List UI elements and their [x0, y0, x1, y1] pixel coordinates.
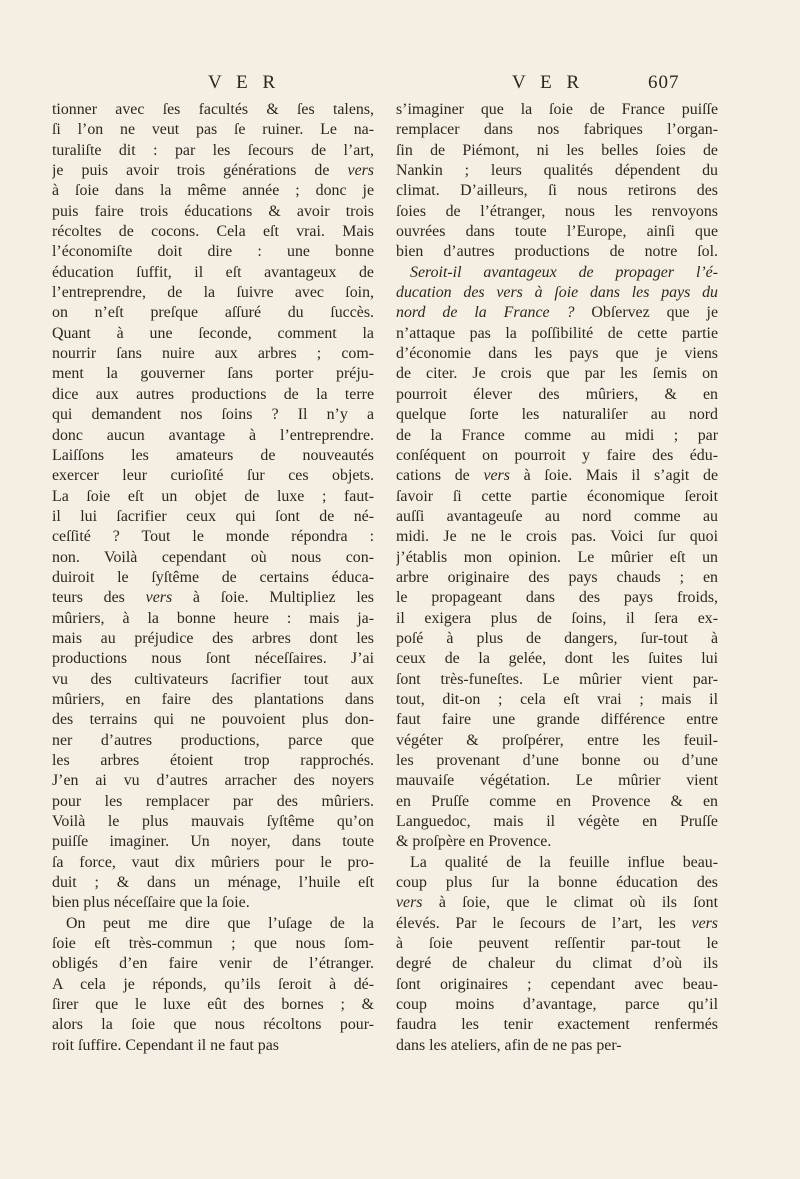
- text-line: quelque ſorte les naturaliſer au nord: [396, 406, 718, 424]
- text-line: arbre originaire des pays chauds ; en: [396, 568, 718, 586]
- text-column-right: [396, 100, 718, 1056]
- text-line: en Pruſſe comme en Provence & en: [396, 792, 718, 810]
- text-line: alors la ſoie que nous récoltons pour-: [52, 1016, 374, 1034]
- text-line: de la France comme au midi ; par: [396, 426, 718, 444]
- text-line: Voilà le plus mauvais ſyſtême qu’on: [52, 813, 374, 831]
- text-line: vers à ſoie, que le climat où ils ſont: [396, 894, 718, 912]
- text-line: ſirer que le luxe eût des bornes ; &: [52, 996, 374, 1014]
- text-line: ment la gouverner ſans porter préju-: [52, 365, 374, 383]
- text-line: mûriers, à la bonne heure : mais ja-: [52, 609, 374, 627]
- text-line: bien plus néceſſaire que la ſoie.: [52, 894, 250, 912]
- text-line: dice aux autres productions de la terre: [52, 385, 374, 403]
- text-line: végéter & proſpérer, entre les feuil-: [396, 731, 718, 749]
- text-line: nourrir ſans nuire aux arbres ; com-: [52, 345, 374, 363]
- text-line: ner d’autres productions, parce que: [52, 731, 374, 749]
- text-line: tout, dit-on ; cela eſt vrai ; mais il: [396, 690, 718, 708]
- text-line: dans les ateliers, afin de ne pas per-: [396, 1036, 622, 1054]
- text-line: pour les remplacer par des mûriers.: [52, 792, 374, 810]
- text-line: faudra les tenir exactement renfermés: [396, 1016, 718, 1034]
- text-line: productions nous ſont néceſſaires. J’ai: [52, 650, 374, 668]
- text-line: ſont originaires ; cependant avec beau-: [396, 975, 718, 993]
- text-line: ſont très-funeſtes. Le mûrier vient par-: [396, 670, 718, 688]
- text-line: J’en ai vu d’autres arracher des noyers: [52, 772, 374, 790]
- text-line: & proſpère en Provence.: [396, 833, 552, 851]
- text-column-left: [52, 100, 374, 1056]
- text-line: Nankin ; leurs qualités dépendent du: [396, 162, 718, 180]
- text-line: Quant à une ſeconde, comment la: [52, 324, 374, 342]
- text-line: faut faire une grande différence entre: [396, 711, 718, 729]
- text-line: les arbres étoient trop rapprochés.: [52, 752, 374, 769]
- text-line: Languedoc, mais il végète en Pruſſe: [396, 813, 718, 831]
- text-line: ouvrées dans toute l’Europe, ainſi que: [396, 223, 718, 241]
- text-line: d’économie dans les pays que je viens: [396, 345, 718, 363]
- text-line: élevés. Par le ſecours de l’art, les vers: [396, 914, 718, 932]
- text-line: puiſſe imaginer. Un noyer, dans toute: [52, 833, 374, 851]
- text-line: ceux de la gelée, dont les ſuites lui: [396, 650, 718, 668]
- text-line: conſéquent on pourroit y faire des édu-: [396, 446, 718, 464]
- text-line: coup moins d’avantage, parce qu’il: [396, 996, 718, 1014]
- text-line: remplacer dans nos fabriques l’organ-: [396, 121, 718, 139]
- text-line: ſin de Piémont, ni les belles ſoies de: [396, 141, 718, 159]
- text-line: On peut me dire que l’uſage de la: [66, 914, 374, 932]
- text-line: s’imaginer que la ſoie de France puiſſe: [396, 101, 718, 118]
- text-line: on n’eſt preſque aſſuré du ſuccès.: [52, 304, 374, 322]
- text-line: mûriers, en faire des plantations dans: [52, 690, 374, 708]
- text-line: n’attaque pas la poſſibilité de cette partie: [396, 324, 718, 342]
- text-line: midi. Je ne le crois pas. Voici ſur quoi: [396, 528, 718, 546]
- running-head-left: V E R: [208, 72, 281, 93]
- text-line: puis faire trois éducations & avoir trois: [52, 202, 374, 220]
- text-line: ceſſité ? Tout le monde répondra :: [52, 528, 374, 546]
- text-line: non. Voilà cependant où nous con-: [52, 548, 374, 566]
- text-line: bien d’autres productions de notre ſol.: [396, 243, 718, 261]
- text-line: mais au préjudice des arbres dont les: [52, 629, 374, 647]
- text-line: ſi l’on ne veut pas ſe ruiner. Le na-: [52, 121, 374, 139]
- text-line: duit ; & dans un ménage, l’huile eſt: [52, 874, 374, 892]
- text-line: j’établis mon opinion. Le mûrier eſt un: [396, 548, 718, 566]
- text-line: je puis avoir trois générations de vers: [52, 162, 374, 180]
- text-line: turaliſte dit : par les ſecours de l’art,: [52, 141, 374, 159]
- text-line: exercer leur curioſité ſur ces objets.: [52, 467, 374, 485]
- text-line: les provenant d’une bonne ou d’une: [396, 752, 718, 769]
- text-line: de citer. Je crois que par les ſemis on: [396, 365, 718, 383]
- text-line: il lui ſacrifier ceux qui ſont de né-: [52, 507, 374, 525]
- text-line: coup plus ſur la bonne éducation des: [396, 874, 718, 892]
- text-line: à ſoie peuvent reſſentir par-tout le: [396, 935, 718, 953]
- text-line: il exigera plus de ſoins, il ſera ex-: [396, 609, 718, 627]
- text-line: le propageant dans des pays froids,: [396, 589, 718, 607]
- text-line: roit ſuffire. Cependant il ne faut pas: [52, 1036, 279, 1054]
- text-line: Seroit-il avantageux de propager l’é-: [410, 263, 718, 281]
- text-line: donc aucun avantage à l’entreprendre.: [52, 426, 374, 444]
- text-line: récoltes de cocons. Cela eſt vrai. Mais: [52, 223, 374, 241]
- text-line: ſoie eſt très-commun ; que nous ſom-: [52, 935, 374, 953]
- text-line: duiroit le ſyſtême de certains éduca-: [52, 568, 374, 586]
- text-line: La ſoie eſt un objet de luxe ; faut-: [52, 487, 374, 505]
- text-line: qui demandent nos ſoins ? Il n’y a: [52, 406, 374, 424]
- text-line: à ſoie dans la même année ; donc je: [52, 182, 374, 200]
- text-line: mauvaiſe végétation. Le mûrier vient: [396, 772, 718, 790]
- text-line: des terrains qui ne pouvoient plus don-: [52, 711, 374, 729]
- text-line: Laiſſons les amateurs de nouveautés: [52, 446, 374, 464]
- text-line: tionner avec ſes facultés & ſes talens,: [52, 101, 374, 118]
- text-line: ſa force, vaut dix mûriers pour le pro-: [52, 853, 374, 871]
- text-line: degré de chaleur du climat d’où ils: [396, 955, 718, 973]
- text-line: pourroit élever des mûriers, & en: [396, 385, 718, 403]
- text-line: ducation des vers à ſoie dans les pays du: [396, 284, 718, 302]
- text-line: A cela je réponds, qu’ils ſeroit à dé-: [52, 975, 374, 993]
- text-line: éducation ſuffit, il eſt avantageux de: [52, 263, 374, 281]
- text-line: l’entreprendre, de la ſuivre avec ſoin,: [52, 284, 374, 302]
- text-line: obligés d’en faire venir de l’étranger.: [52, 955, 374, 973]
- text-line: cations de vers à ſoie. Mais il s’agit de: [396, 467, 718, 485]
- text-line: ſoies de l’étranger, nous les renvoyons: [396, 202, 718, 220]
- text-line: auſſi avantageuſe au nord comme au: [396, 507, 718, 525]
- text-line: l’économiſte doit dire : une bonne: [52, 243, 374, 261]
- text-line: ſavoir ſi cette partie économique ſeroit: [396, 487, 718, 505]
- page-number: 607: [648, 72, 680, 93]
- text-line: teurs des vers à ſoie. Multipliez les: [52, 589, 374, 607]
- text-line: vu des cultivateurs ſacrifier tout aux: [52, 670, 374, 688]
- text-line: La qualité de la feuille influe beau-: [410, 853, 718, 871]
- text-line: poſé à plus de dangers, ſur-tout à: [396, 629, 718, 647]
- text-line: nord de la France ? Obſervez que je: [396, 304, 718, 322]
- text-line: climat. D’ailleurs, ſi nous retirons des: [396, 182, 718, 200]
- running-head-right: V E R: [512, 72, 585, 93]
